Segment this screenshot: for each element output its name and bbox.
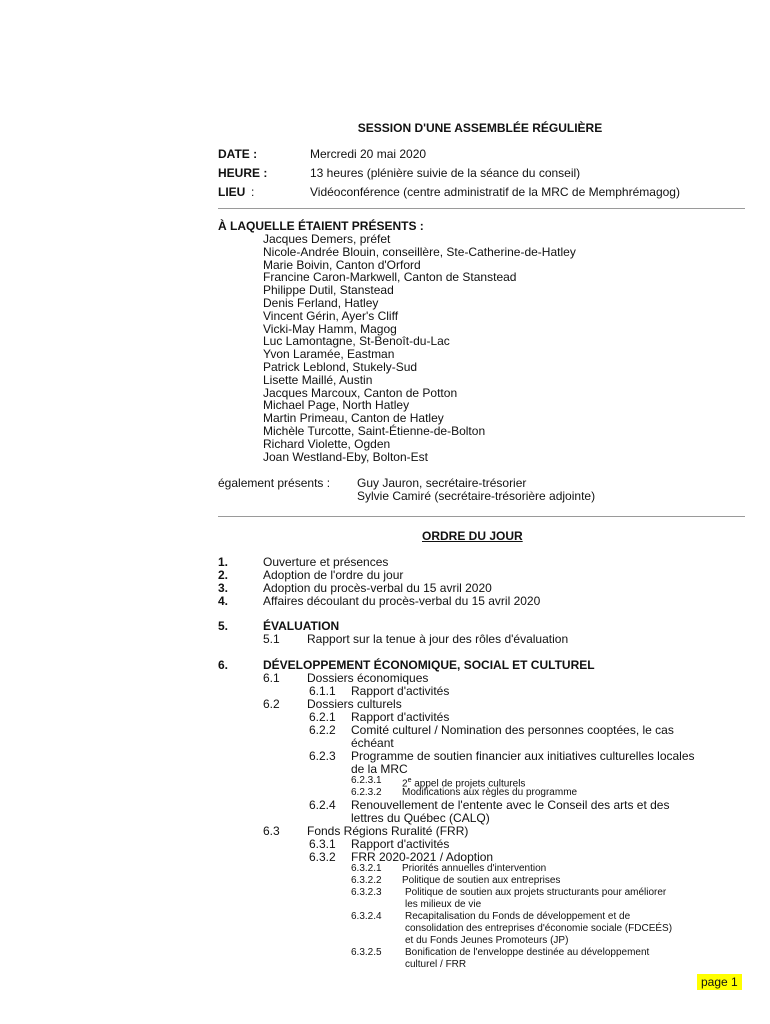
member-item: Yvon Laramée, Eastman (263, 347, 395, 362)
member-item: Vicki-May Hamm, Magog (263, 321, 397, 336)
agenda-subsub-item: Bonification de l'enveloppe destinée au développement (405, 947, 650, 958)
agenda-subsub-num: 6.3.2.3 (351, 887, 382, 898)
divider-agenda (218, 516, 745, 517)
member-item: Luc Lamontagne, St-Benoît-du-Lac (263, 334, 450, 349)
member-item: Richard Violette, Ogden (263, 436, 391, 451)
agenda-section-title: DÉVELOPPEMENT ÉCONOMIQUE, SOCIAL ET CULTUREL (263, 658, 595, 672)
agenda-num: 6. (218, 658, 229, 672)
agenda-num: 5. (218, 619, 229, 633)
agenda-num: 3. (218, 581, 229, 595)
agenda-sub-item-cont: échéant (351, 736, 394, 750)
agenda-num: 2. (218, 568, 229, 582)
agenda-section-title: ÉVALUATION (263, 619, 340, 633)
agenda-subsub-item-cont: consolidation des entreprises d'économie sociale (FDCEÉS) (405, 923, 673, 934)
agenda-subsub-num: 6.2.3.2 (351, 787, 382, 798)
agenda-heading: ORDRE DU JOUR (422, 529, 523, 543)
divider-top (218, 208, 745, 209)
member-item: Joan Westland-Eby, Bolton-Est (263, 449, 428, 464)
agenda-subsub-item: Politique de soutien aux entreprises (402, 875, 561, 886)
agenda-sub-num: 6.1 (263, 671, 280, 685)
agenda-subsub-num: 6.3.2.2 (351, 875, 382, 886)
agenda-subsub-item: Modifications aux règles du programme (402, 787, 578, 798)
agenda-sub-num: 6.2.3 (309, 749, 336, 763)
agenda-item: Affaires découlant du procès-verbal du 15 avril 2020 (263, 594, 541, 608)
heure-value: 13 heures (plénière suivie de la séance du conseil) (310, 166, 581, 180)
agenda-sub-num: 6.2.1 (309, 710, 336, 724)
agenda-subsub-item-cont: et du Fonds Jeunes Promoteurs (JP) (405, 935, 569, 946)
member-item: Nicole-Andrée Blouin, conseillère, Ste-Catherine-de-Hatley (263, 244, 576, 259)
agenda-sub-item: Dossiers économiques (307, 671, 429, 685)
lieu-colon: : (251, 185, 255, 199)
member-item: Martin Primeau, Canton de Hatley (263, 411, 444, 426)
agenda-sub-item: Renouvellement de l'entente avec le Conseil des arts et des (351, 798, 670, 812)
agenda-subsub-item-cont: culturel / FRR (405, 959, 467, 970)
agenda-sub-item: Programme de soutien financier aux initiatives culturelles locales (351, 749, 695, 763)
agenda-item: Adoption du procès-verbal du 15 avril 2020 (263, 581, 492, 595)
agenda-subsub-item: Politique de soutien aux projets structurants pour améliorer (405, 887, 667, 898)
member-item: Patrick Leblond, Stukely-Sud (263, 360, 418, 374)
member-item: Marie Boivin, Canton d'Orford (263, 257, 421, 272)
agenda-num: 4. (218, 594, 229, 608)
agenda-subsub-num: 6.2.3.1 (351, 775, 382, 786)
agenda-sub-num: 6.1.1 (309, 684, 336, 698)
agenda-sub-item: Rapport d'activités (351, 684, 450, 698)
agenda-sub-item: Rapport d'activités (351, 710, 450, 724)
agenda-subsub-num: 6.3.2.1 (351, 863, 382, 874)
agenda-sub-num: 6.2.4 (309, 798, 336, 812)
document-title: SESSION D'UNE ASSEMBLÉE RÉGULIÈRE (357, 121, 603, 135)
lieu-label: LIEU (218, 185, 246, 199)
member-item: Denis Ferland, Hatley (263, 296, 379, 310)
member-item: Jacques Marcoux, Canton de Potton (263, 385, 458, 400)
agenda-sub-item: FRR 2020-2021 / Adoption (351, 850, 494, 864)
agenda-sub-num: 6.3.2 (309, 850, 336, 864)
member-item: Philippe Dutil, Stanstead (263, 283, 394, 298)
agenda-sub-item: Dossiers culturels (307, 697, 402, 711)
agenda-sub-item: Fonds Régions Ruralité (FRR) (307, 824, 469, 838)
date-value: Mercredi 20 mai 2020 (310, 147, 427, 161)
agenda-sub-num: 5.1 (263, 632, 280, 646)
also-present-label: également présents : (218, 476, 331, 490)
agenda-sub-num: 6.2 (263, 697, 280, 711)
also-present-item: Guy Jauron, secrétaire-trésorier (357, 476, 527, 490)
member-item: Francine Caron-Markwell, Canton de Stanstead (263, 270, 517, 285)
agenda-sub-item-cont: lettres du Québec (CALQ) (351, 811, 490, 825)
agenda-sub-item: Rapport sur la tenue à jour des rôles d'évaluation (307, 632, 569, 646)
agenda-sub-num: 6.3 (263, 824, 280, 838)
agenda-sub-item: Comité culturel / Nomination des personnes cooptées, le cas (351, 723, 674, 737)
agenda-subsub-num: 6.3.2.5 (351, 947, 382, 958)
agenda-num: 1. (218, 555, 229, 569)
agenda-sub-num: 6.2.2 (309, 723, 336, 737)
also-present-item: Sylvie Camiré (secrétaire-trésorière adjointe) (357, 489, 596, 503)
agenda-item: Adoption de l'ordre du jour (263, 568, 404, 582)
agenda-subsub-item-cont: les milieux de vie (405, 899, 482, 910)
member-item: Lisette Maillé, Austin (263, 372, 373, 387)
member-item: Michael Page, North Hatley (263, 398, 410, 413)
page-number-badge: page 1 (697, 974, 742, 990)
agenda-subsub-item: Recapitalisation du Fonds de développement et de (405, 911, 631, 922)
member-item: Michèle Turcotte, Saint-Étienne-de-Bolton (263, 424, 486, 438)
agenda-subsub-item: Priorités annuelles d'intervention (402, 863, 547, 874)
agenda-item: Ouverture et présences (263, 555, 389, 569)
member-item: Jacques Demers, préfet (263, 232, 391, 246)
agenda-sub-item: Rapport d'activités (351, 837, 450, 851)
agenda-subsub-num: 6.3.2.4 (351, 911, 382, 922)
member-item: Vincent Gérin, Ayer's Cliff (263, 308, 399, 323)
date-label: DATE : (218, 147, 258, 161)
agenda-sub-item-cont: de la MRC (351, 762, 408, 776)
lieu-value: Vidéoconférence (centre administratif de la MRC de Memphrémagog) (310, 185, 680, 199)
presents-heading: À LAQUELLE ÉTAIENT PRÉSENTS : (218, 219, 424, 233)
agenda-sub-num: 6.3.1 (309, 837, 336, 851)
heure-label: HEURE : (218, 166, 268, 180)
agenda-subsub-item: 2e appel de projets culturels (402, 777, 526, 790)
